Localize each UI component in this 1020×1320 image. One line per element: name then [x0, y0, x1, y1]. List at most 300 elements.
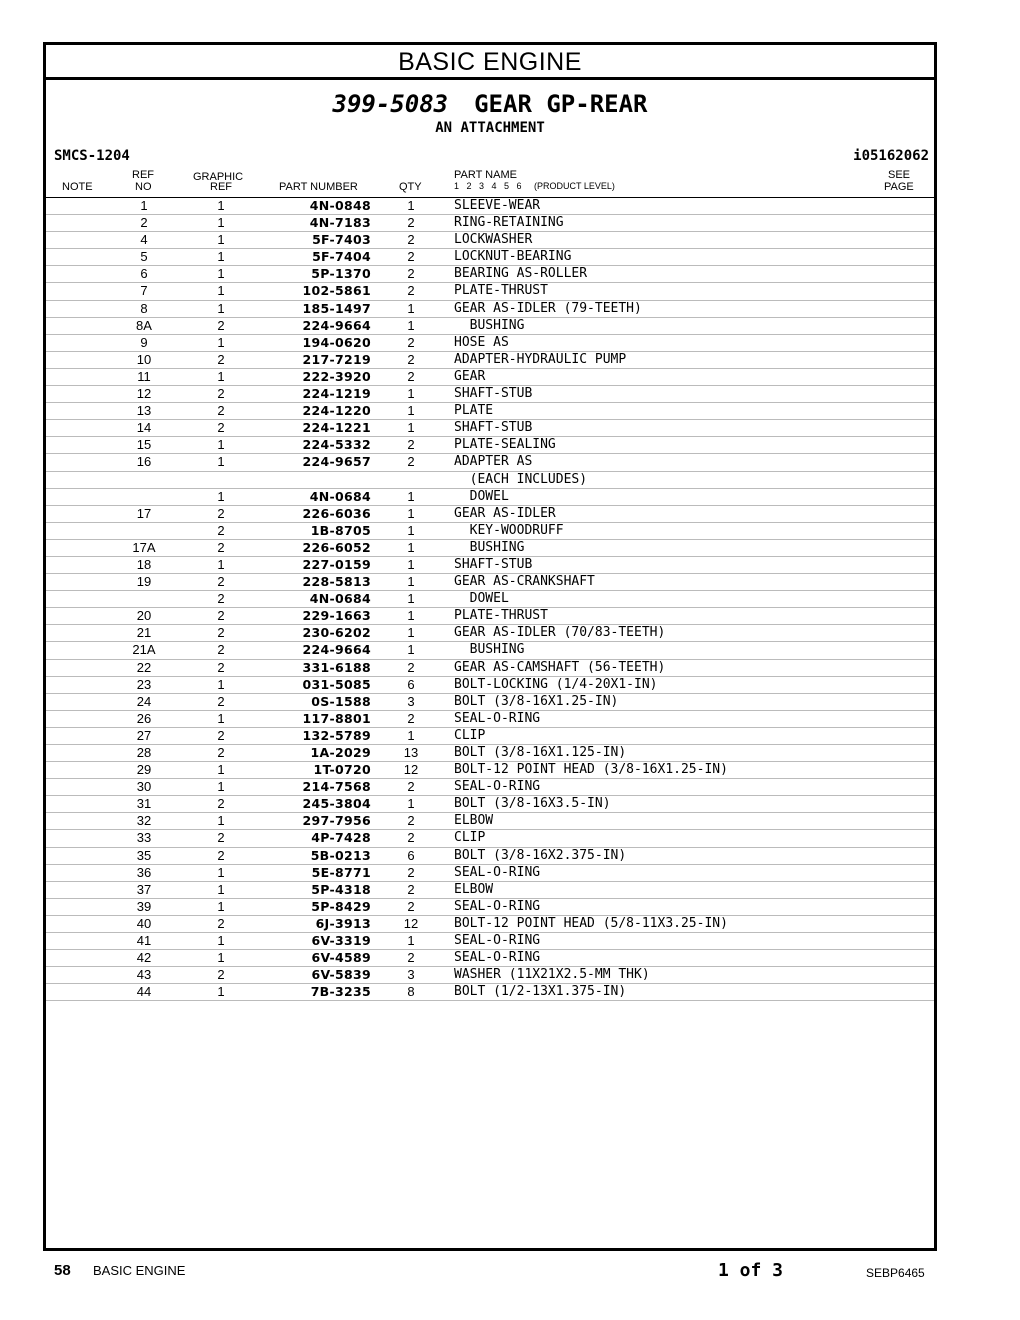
part-number: 4P-7428 — [311, 830, 371, 846]
graphic-ref: 2 — [217, 745, 225, 760]
graphic-ref: 2 — [217, 608, 225, 624]
part-name: GEAR AS-IDLER (79-TEETH) — [454, 300, 642, 316]
part-number: 1A-2029 — [310, 745, 371, 760]
part-name: BUSHING — [454, 539, 525, 555]
table-row — [46, 574, 934, 591]
part-number: 1B-8705 — [310, 522, 371, 538]
part-name: CLIP — [454, 727, 486, 743]
ref-no: 9 — [140, 334, 148, 350]
quantity: 2 — [407, 351, 415, 367]
part-name: ELBOW — [454, 813, 494, 829]
part-number: 226-6036 — [302, 505, 371, 521]
graphic-ref: 2 — [217, 915, 225, 931]
part-name: BOLT (1/2-13X1.375-IN) — [454, 984, 627, 1000]
part-number: 5P-8429 — [311, 898, 371, 914]
graphic-ref: 2 — [217, 420, 225, 436]
quantity: 2 — [407, 437, 415, 453]
part-number: 6V-3319 — [311, 933, 371, 949]
col-ref-bottom: NO — [135, 181, 152, 193]
graphic-ref: 2 — [217, 642, 225, 658]
part-number: 031-5085 — [302, 676, 371, 692]
group-part-name: GEAR GP-REAR — [474, 90, 648, 118]
part-number: 5F-7404 — [312, 249, 371, 265]
parts-table — [46, 198, 934, 1001]
part-name: PLATE — [454, 403, 494, 419]
graphic-ref: 2 — [217, 727, 225, 743]
graphic-ref: 1 — [217, 881, 225, 897]
graphic-ref: 1 — [217, 266, 225, 282]
quantity: 1 — [407, 386, 415, 402]
part-number: 222-3920 — [302, 368, 371, 384]
col-part-name: PART NAME — [454, 169, 517, 181]
graphic-ref: 2 — [217, 539, 225, 555]
quantity: 1 — [407, 300, 415, 316]
graphic-ref: 1 — [217, 779, 225, 795]
graphic-ref: 1 — [217, 950, 225, 966]
quantity: 1 — [407, 591, 415, 607]
ref-no: 27 — [136, 727, 152, 743]
table-row — [46, 437, 934, 454]
part-number: 224-1219 — [302, 386, 371, 402]
graphic-ref: 1 — [217, 368, 225, 384]
part-number: 226-6052 — [302, 539, 371, 555]
table-row — [46, 591, 934, 608]
table-row — [46, 318, 934, 335]
part-number: 5P-4318 — [311, 881, 371, 897]
table-row — [46, 899, 934, 916]
document-number: SEBP6465 — [866, 1266, 925, 1280]
part-name: SEAL-O-RING — [454, 933, 541, 949]
part-name: LOCKNUT-BEARING — [454, 249, 572, 265]
table-row — [46, 848, 934, 865]
part-number: 297-7956 — [302, 813, 371, 829]
quantity: 2 — [407, 864, 415, 880]
part-number: 6J-3913 — [315, 915, 371, 931]
table-row — [46, 523, 934, 540]
part-number: 224-1220 — [302, 403, 371, 419]
graphic-ref: 2 — [217, 351, 225, 367]
table-row — [46, 403, 934, 420]
ref-no: 10 — [136, 351, 152, 367]
table-row — [46, 215, 934, 232]
part-name: SEAL-O-RING — [454, 779, 541, 795]
part-number: 6V-4589 — [311, 950, 371, 966]
part-number: 5P-1370 — [311, 266, 371, 282]
table-row — [46, 608, 934, 625]
quantity: 1 — [407, 198, 415, 213]
part-name: PLATE-SEALING — [454, 437, 556, 453]
graphic-ref: 1 — [217, 676, 225, 692]
table-row — [46, 796, 934, 813]
part-name: PLATE-THRUST — [454, 608, 548, 624]
quantity: 1 — [407, 317, 415, 333]
graphic-ref: 1 — [217, 198, 225, 213]
ref-no: 16 — [136, 454, 152, 470]
quantity: 1 — [407, 625, 415, 641]
ref-no: 2 — [140, 215, 148, 231]
graphic-ref: 2 — [217, 693, 225, 709]
ref-no: 21A — [132, 642, 156, 658]
ref-no: 17A — [132, 539, 156, 555]
quantity: 1 — [407, 933, 415, 949]
ref-no: 24 — [136, 693, 152, 709]
ref-no: 42 — [136, 950, 152, 966]
part-name: RING-RETAINING — [454, 215, 564, 231]
quantity: 1 — [407, 727, 415, 743]
page-number: 58 — [54, 1262, 71, 1279]
table-row — [46, 283, 934, 300]
part-name: BUSHING — [454, 317, 525, 333]
quantity: 1 — [407, 608, 415, 624]
part-number: 4N-0684 — [309, 591, 371, 607]
parts-list-frame — [43, 42, 937, 1251]
part-name: SLEEVE-WEAR — [454, 198, 541, 213]
part-number: 6V-5839 — [311, 967, 371, 983]
column-header — [46, 169, 934, 198]
part-number: 4N-0684 — [309, 488, 371, 504]
quantity: 2 — [407, 779, 415, 795]
graphic-ref: 2 — [217, 625, 225, 641]
part-name: GEAR — [454, 368, 486, 384]
part-name: BOLT (3/8-16X1.125-IN) — [454, 745, 627, 760]
part-name: SHAFT-STUB — [454, 386, 533, 402]
part-number: 217-7219 — [302, 351, 371, 367]
part-name: BOLT (3/8-16X2.375-IN) — [454, 847, 627, 863]
ref-no: 28 — [136, 745, 152, 760]
col-note: NOTE — [62, 181, 93, 193]
part-number: 132-5789 — [302, 727, 371, 743]
ref-no: 5 — [140, 249, 148, 265]
part-number: 230-6202 — [302, 625, 371, 641]
col-graphic-bottom: REF — [210, 181, 232, 193]
footer-section: BASIC ENGINE — [93, 1263, 186, 1278]
part-number: 224-9664 — [302, 317, 371, 333]
table-row — [46, 660, 934, 677]
graphic-ref: 1 — [217, 898, 225, 914]
part-name: KEY-WOODRUFF — [454, 522, 564, 538]
table-row — [46, 454, 934, 471]
ref-no: 32 — [136, 813, 152, 829]
ref-no: 6 — [140, 266, 148, 282]
ref-no: 13 — [136, 403, 152, 419]
page-footer — [0, 1258, 1020, 1288]
table-row — [46, 232, 934, 249]
graphic-ref: 1 — [217, 454, 225, 470]
table-row — [46, 762, 934, 779]
col-ref-top: REF — [132, 169, 154, 181]
table-row — [46, 540, 934, 557]
table-row — [46, 677, 934, 694]
ref-no: 1 — [140, 198, 148, 213]
part-name: DOWEL — [454, 591, 509, 607]
part-name: ELBOW — [454, 881, 494, 897]
quantity: 2 — [407, 830, 415, 846]
quantity: 12 — [403, 915, 419, 931]
graphic-ref: 2 — [217, 386, 225, 402]
part-number: 7B-3235 — [310, 984, 371, 1000]
part-name: WASHER (11X21X2.5-MM THK) — [454, 967, 650, 983]
quantity: 2 — [407, 898, 415, 914]
quantity: 1 — [407, 488, 415, 504]
graphic-ref: 1 — [217, 283, 225, 299]
graphic-ref: 1 — [217, 984, 225, 1000]
part-name: BOLT-LOCKING (1/4-20X1-IN) — [454, 676, 658, 692]
part-name: GEAR AS-IDLER (70/83-TEETH) — [454, 625, 666, 641]
quantity: 2 — [407, 334, 415, 350]
quantity: 2 — [407, 659, 415, 675]
quantity: 2 — [407, 232, 415, 248]
graphic-ref: 2 — [217, 659, 225, 675]
ref-no: 19 — [136, 574, 152, 590]
part-name: BUSHING — [454, 642, 525, 658]
table-row — [46, 335, 934, 352]
table-row — [46, 933, 934, 950]
ref-no: 18 — [136, 556, 152, 572]
table-row — [46, 386, 934, 403]
ref-no: 41 — [136, 933, 152, 949]
graphic-ref: 1 — [217, 710, 225, 726]
part-number: 5B-0213 — [310, 847, 371, 863]
part-number: 224-9657 — [302, 454, 371, 470]
part-number: 4N-7183 — [309, 215, 371, 231]
quantity: 2 — [407, 950, 415, 966]
table-row — [46, 694, 934, 711]
section-title: BASIC ENGINE — [46, 45, 934, 80]
part-number: 224-9664 — [302, 642, 371, 658]
part-number: 214-7568 — [302, 779, 371, 795]
col-product-levels: 1 2 3 4 5 6 (PRODUCT LEVEL) — [454, 181, 615, 191]
quantity: 1 — [407, 505, 415, 521]
graphic-ref: 1 — [217, 300, 225, 316]
part-number: 102-5861 — [302, 283, 371, 299]
ref-no: 11 — [137, 368, 151, 384]
quantity: 2 — [407, 454, 415, 470]
quantity: 1 — [407, 539, 415, 555]
col-see-top: SEE — [888, 169, 911, 181]
group-title — [46, 89, 934, 119]
table-row — [46, 420, 934, 437]
ref-no: 8A — [136, 317, 152, 333]
quantity: 1 — [407, 522, 415, 538]
part-name: BOLT-12 POINT HEAD (5/8-11X3.25-IN) — [454, 915, 728, 931]
part-name: SEAL-O-RING — [454, 864, 541, 880]
part-name: SHAFT-STUB — [454, 556, 533, 572]
part-number: 5E-8771 — [311, 864, 371, 880]
quantity: 1 — [407, 556, 415, 572]
ref-no: 15 — [136, 437, 152, 453]
part-name: ADAPTER-HYDRAULIC PUMP — [454, 351, 627, 367]
ref-no: 40 — [136, 915, 152, 931]
graphic-ref: 1 — [217, 488, 225, 504]
col-graphic-top: GRAPHIC — [193, 171, 244, 183]
part-name: CLIP — [454, 830, 486, 846]
ref-no: 33 — [136, 830, 152, 846]
quantity: 6 — [407, 847, 415, 863]
graphic-ref: 1 — [217, 864, 225, 880]
table-row — [46, 882, 934, 899]
part-number: 228-5813 — [302, 574, 371, 590]
illustration-id: i05162062 — [853, 148, 929, 164]
graphic-ref: 1 — [217, 813, 225, 829]
table-row — [46, 369, 934, 386]
quantity: 1 — [407, 403, 415, 419]
ref-no: 21 — [136, 625, 152, 641]
smcs-code: SMCS-1204 — [54, 148, 130, 164]
quantity: 2 — [407, 266, 415, 282]
part-number: 1T-0720 — [313, 762, 371, 778]
ref-no: 29 — [136, 762, 152, 778]
ref-no: 22 — [136, 659, 152, 675]
part-number: 229-1663 — [302, 608, 371, 624]
table-row — [46, 830, 934, 847]
table-row — [46, 728, 934, 745]
graphic-ref: 2 — [217, 574, 225, 590]
table-row — [46, 711, 934, 728]
part-name: GEAR AS-IDLER — [454, 505, 556, 521]
graphic-ref: 2 — [217, 591, 225, 607]
part-name: GEAR AS-CAMSHAFT (56-TEETH) — [454, 659, 666, 675]
col-part-number: PART NUMBER — [279, 181, 358, 193]
table-row — [46, 984, 934, 1001]
ref-no: 26 — [136, 710, 152, 726]
ref-no: 35 — [136, 847, 152, 863]
graphic-ref: 2 — [217, 403, 225, 419]
quantity: 2 — [407, 283, 415, 299]
table-row — [46, 950, 934, 967]
part-name: BOLT (3/8-16X3.5-IN) — [454, 796, 611, 812]
graphic-ref: 2 — [217, 317, 225, 333]
table-row — [46, 557, 934, 574]
part-name: BEARING AS-ROLLER — [454, 266, 588, 282]
ref-no: 8 — [140, 300, 148, 316]
quantity: 3 — [407, 967, 415, 983]
part-name: LOCKWASHER — [454, 232, 533, 248]
graphic-ref: 2 — [217, 967, 225, 983]
table-row — [46, 301, 934, 318]
graphic-ref: 1 — [217, 249, 225, 265]
ref-no: 36 — [136, 864, 152, 880]
part-name: DOWEL — [454, 488, 509, 504]
part-name: SHAFT-STUB — [454, 420, 533, 436]
table-row — [46, 472, 934, 489]
part-number: 194-0620 — [302, 334, 371, 350]
graphic-ref: 2 — [217, 505, 225, 521]
part-number: 224-1221 — [302, 420, 371, 436]
part-number: 0S-1588 — [311, 693, 371, 709]
table-row — [46, 489, 934, 506]
part-name: (EACH INCLUDES) — [454, 471, 588, 487]
part-number: 224-5332 — [302, 437, 371, 453]
part-number: 227-0159 — [302, 556, 371, 572]
graphic-ref: 1 — [217, 556, 225, 572]
col-qty: QTY — [399, 181, 422, 193]
ref-no: 17 — [136, 505, 152, 521]
part-number: 5F-7403 — [312, 232, 371, 248]
quantity: 2 — [407, 215, 415, 231]
part-name: PLATE-THRUST — [454, 283, 548, 299]
table-row — [46, 916, 934, 933]
sheet-indicator: 1 of 3 — [718, 1260, 784, 1281]
graphic-ref: 1 — [217, 232, 225, 248]
ref-no: 14 — [136, 420, 152, 436]
group-part-number: 399-5083 — [332, 90, 449, 118]
table-row — [46, 352, 934, 369]
graphic-ref: 1 — [217, 334, 225, 350]
ref-no: 23 — [136, 676, 152, 692]
table-row — [46, 745, 934, 762]
part-number: 117-8801 — [302, 710, 371, 726]
part-name: HOSE AS — [454, 334, 509, 350]
graphic-ref: 2 — [217, 830, 225, 846]
part-number: 4N-0848 — [309, 198, 371, 213]
ref-no: 37 — [136, 881, 152, 897]
part-name: GEAR AS-CRANKSHAFT — [454, 574, 595, 590]
quantity: 2 — [407, 249, 415, 265]
part-name: SEAL-O-RING — [454, 898, 541, 914]
quantity: 8 — [407, 984, 415, 1000]
part-name: ADAPTER AS — [454, 454, 533, 470]
table-row — [46, 779, 934, 796]
graphic-ref: 1 — [217, 762, 225, 778]
table-row — [46, 625, 934, 642]
ref-no: 20 — [136, 608, 152, 624]
quantity: 1 — [407, 574, 415, 590]
table-row — [46, 967, 934, 984]
part-name: SEAL-O-RING — [454, 950, 541, 966]
ref-no: 7 — [140, 283, 148, 299]
group-subtitle: AN ATTACHMENT — [435, 120, 545, 136]
table-row — [46, 198, 934, 215]
ref-no: 30 — [136, 779, 152, 795]
quantity: 13 — [403, 745, 419, 760]
quantity: 2 — [407, 813, 415, 829]
ref-no: 43 — [136, 967, 152, 983]
quantity: 2 — [407, 881, 415, 897]
part-number: 245-3804 — [302, 796, 371, 812]
quantity: 12 — [403, 762, 419, 778]
graphic-ref: 1 — [217, 437, 225, 453]
quantity: 1 — [407, 796, 415, 812]
part-name: BOLT-12 POINT HEAD (3/8-16X1.25-IN) — [454, 762, 728, 778]
table-row — [46, 865, 934, 882]
graphic-ref: 1 — [217, 933, 225, 949]
ref-no: 44 — [136, 984, 152, 1000]
part-number: 331-6188 — [302, 659, 371, 675]
graphic-ref: 2 — [217, 847, 225, 863]
quantity: 3 — [407, 693, 415, 709]
ref-no: 39 — [136, 898, 152, 914]
table-row — [46, 506, 934, 523]
graphic-ref: 2 — [217, 522, 225, 538]
quantity: 2 — [407, 368, 415, 384]
ref-no: 12 — [136, 386, 152, 402]
quantity: 2 — [407, 710, 415, 726]
graphic-ref: 1 — [217, 215, 225, 231]
graphic-ref: 2 — [217, 796, 225, 812]
quantity: 6 — [407, 676, 415, 692]
ref-no: 4 — [140, 232, 148, 248]
col-see-bottom: PAGE — [884, 181, 914, 193]
quantity: 1 — [407, 642, 415, 658]
table-row — [46, 266, 934, 283]
part-number: 185-1497 — [302, 300, 371, 316]
quantity: 1 — [407, 420, 415, 436]
part-name: SEAL-O-RING — [454, 710, 541, 726]
table-row — [46, 642, 934, 659]
table-row — [46, 249, 934, 266]
part-name: BOLT (3/8-16X1.25-IN) — [454, 693, 619, 709]
ref-no: 31 — [136, 796, 152, 812]
